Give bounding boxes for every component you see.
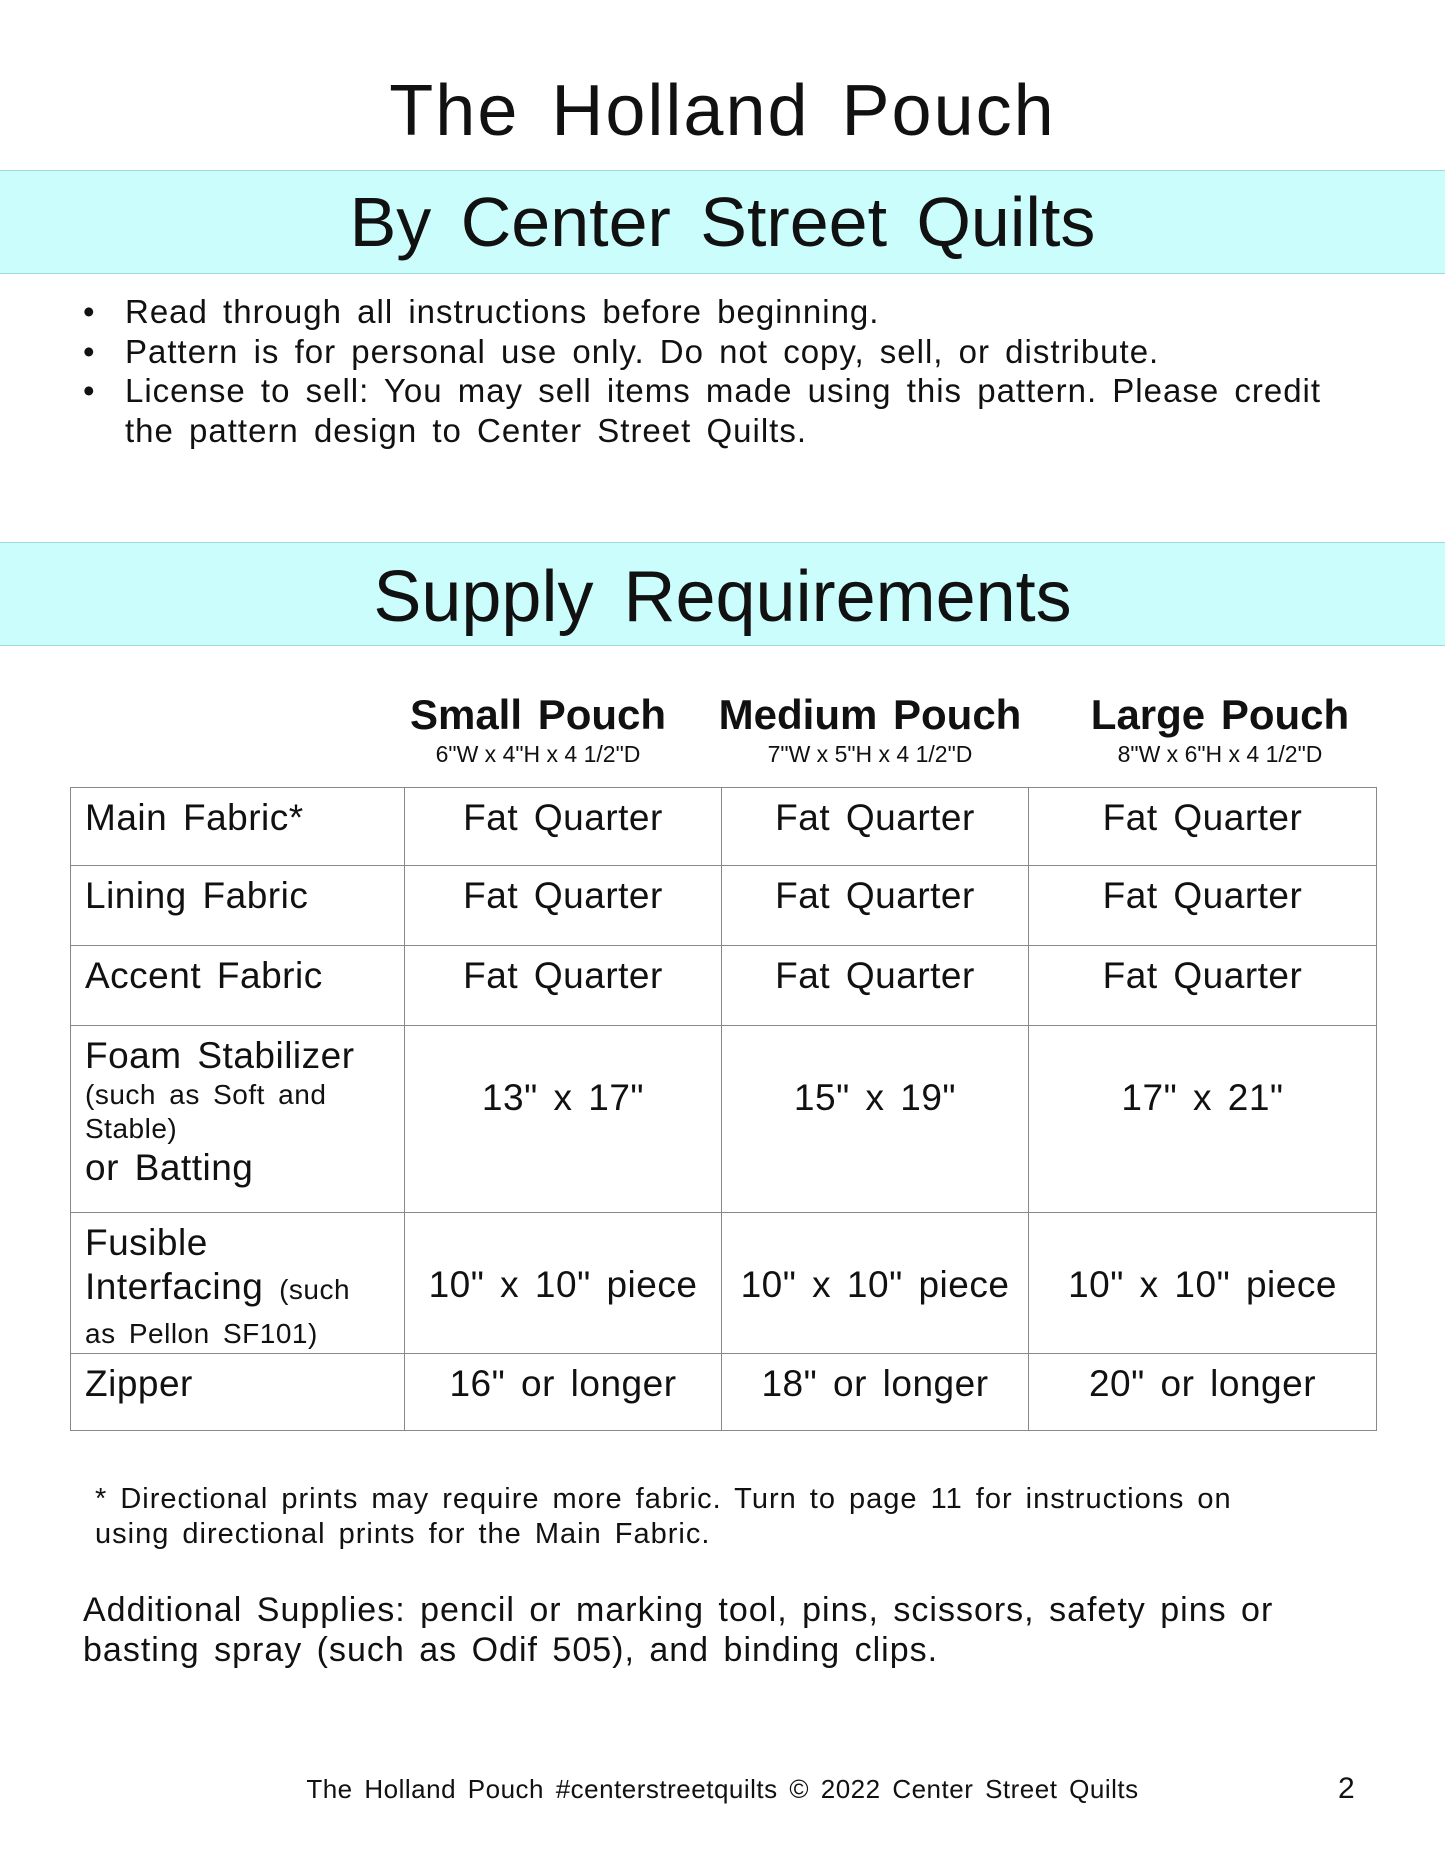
row-label bbox=[71, 1026, 405, 1213]
row-label: Lining Fabric bbox=[71, 866, 405, 946]
row-label-note: (such as Soft and Stable) bbox=[85, 1079, 327, 1144]
subtitle-band: By Center Street Quilts bbox=[0, 170, 1445, 274]
cell: Fat Quarter bbox=[722, 866, 1029, 946]
row-label: Zipper bbox=[71, 1354, 405, 1431]
cell: 13" x 17" bbox=[405, 1026, 722, 1213]
cell: 20" or longer bbox=[1029, 1354, 1377, 1431]
cell: Fat Quarter bbox=[405, 788, 722, 866]
section-title: Supply Requirements bbox=[0, 542, 1445, 646]
column-header-large bbox=[1055, 690, 1385, 768]
list-item: • Read through all instructions before beginning. bbox=[80, 292, 1370, 332]
cell: Fat Quarter bbox=[405, 946, 722, 1026]
row-label-main: Foam Stabilizer bbox=[85, 1035, 355, 1076]
instruction-list bbox=[80, 292, 1370, 450]
cell: Fat Quarter bbox=[405, 866, 722, 946]
row-label-main: Fusible Interfacing bbox=[85, 1222, 264, 1307]
additional-supplies: Additional Supplies: pencil or marking tool, pins, scissors, safety pins or basting spray (such as Odif 505), and binding clips. bbox=[83, 1591, 1274, 1669]
table-row bbox=[71, 1213, 1377, 1354]
cell: 15" x 19" bbox=[722, 1026, 1029, 1213]
cell: Fat Quarter bbox=[1029, 866, 1377, 946]
supply-table bbox=[70, 787, 1377, 1431]
cell: Fat Quarter bbox=[722, 788, 1029, 866]
column-name: Small Pouch bbox=[409, 691, 667, 738]
column-name: Medium Pouch bbox=[718, 691, 1022, 738]
row-label-note: (such as Pellon SF101) bbox=[85, 1274, 351, 1349]
column-header-medium bbox=[705, 690, 1035, 768]
column-size: 8"W x 6"H x 4 1/2"D bbox=[1117, 741, 1323, 767]
row-label bbox=[71, 1213, 405, 1354]
cell: Fat Quarter bbox=[1029, 946, 1377, 1026]
cell: Fat Quarter bbox=[722, 946, 1029, 1026]
column-size: 7"W x 5"H x 4 1/2"D bbox=[767, 741, 973, 767]
table-row bbox=[71, 788, 1377, 866]
column-size: 6"W x 4"H x 4 1/2"D bbox=[435, 741, 641, 767]
cell: 10" x 10" piece bbox=[722, 1213, 1029, 1354]
list-item: • Pattern is for personal use only. Do not copy, sell, or distribute. bbox=[80, 332, 1370, 372]
list-item: • License to sell: You may sell items made using this pattern. Please credit the pattern design to Center Street Quilts. bbox=[80, 371, 1370, 450]
table-row bbox=[71, 1354, 1377, 1431]
table-row bbox=[71, 866, 1377, 946]
cell: 10" x 10" piece bbox=[405, 1213, 722, 1354]
column-header-small bbox=[373, 690, 703, 768]
cell: 10" x 10" piece bbox=[1029, 1213, 1377, 1354]
row-label: Main Fabric* bbox=[71, 788, 405, 866]
row-label-alt: or Batting bbox=[85, 1147, 254, 1188]
table-row bbox=[71, 946, 1377, 1026]
cell: 17" x 21" bbox=[1029, 1026, 1377, 1213]
page-footer: The Holland Pouch #centerstreetquilts © 2022 Center Street Quilts bbox=[306, 1774, 1139, 1804]
page-title: The Holland Pouch bbox=[389, 71, 1056, 151]
column-name: Large Pouch bbox=[1090, 691, 1350, 738]
cell: 16" or longer bbox=[405, 1354, 722, 1431]
page-number: 2 bbox=[1338, 1772, 1355, 1805]
row-label: Accent Fabric bbox=[71, 946, 405, 1026]
footnote: * Directional prints may require more fabric. Turn to page 11 for instructions on using directional prints for the Main Fabric. bbox=[95, 1483, 1232, 1550]
cell: 18" or longer bbox=[722, 1354, 1029, 1431]
cell: Fat Quarter bbox=[1029, 788, 1377, 866]
table-row bbox=[71, 1026, 1377, 1213]
